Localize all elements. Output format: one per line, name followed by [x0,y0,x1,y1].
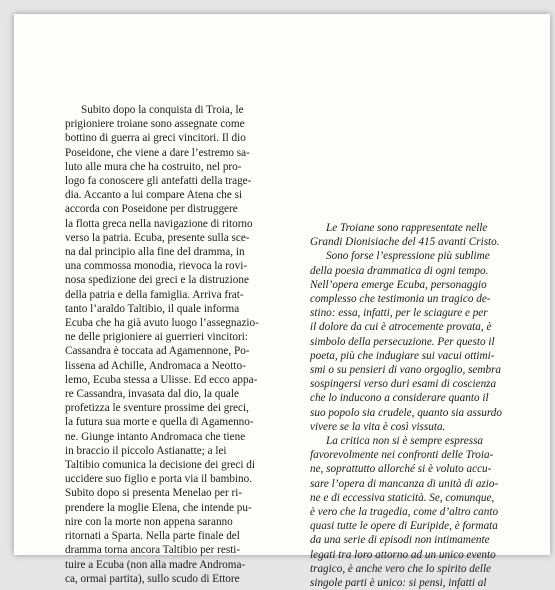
text-line: bottino di guerra ai greci vincitori. Il dio [65,132,246,145]
text-line: dramma torna ancora Taltibio per resti- [65,544,241,557]
text-line: prigioniere troiane sono assegnate come [65,118,245,131]
text-line: lissena ad Achille, Andromaca a Neotto- [65,359,246,372]
text-line: legati tra loro attorno ad un unico evento [310,548,496,561]
text-line: la futura sua morte e quella di Agamenno- [65,416,254,429]
text-line: Ecuba che ha già avuto luogo l’assegnazio- [65,317,259,330]
text-line: Sono forse l’espressione più sublime [326,250,490,263]
text-line: Subito dopo la conquista di Troia, le [81,104,244,116]
text-line: nosa spedizione dei greci e la distruzione [65,274,249,287]
text-line: il dolore da cui è atrocemente provata, è [310,321,492,334]
text-line: smi o su pensieri di vano orgoglio, sembra [310,364,502,377]
text-line: profetizza le sventure prossime dei greci, [65,402,249,415]
text-line: ne, soprattutto allorché si è voluto accu- [310,463,492,476]
text-line: stino: essa, infatti, per le sciagure e per [310,307,488,320]
text-line: prendere la moglie Elena, che intende pu- [65,501,252,514]
text-line: lemo, Ecuba stessa a Ulisse. Ed ecco appa- [65,373,258,386]
text-line: Poseidone, che viene a dare l’estremo sa- [65,146,250,159]
text-line: Nell’opera emerge Ecuba, personaggio [310,278,487,291]
text-line: singole parti è unico: si pensi, infatti al [310,577,487,590]
text-line: verso la patria. Ecuba, presente sulla sce- [65,231,250,244]
text-line: simbolo della persecuzione. Per questo il [310,335,495,348]
text-line: tanto l’araldo Taltibio, il quale informa [65,302,240,315]
text-line: tragico, è anche vero che lo spirito delle [310,562,492,575]
text-line: logo fa conoscere gli antefatti della trage- [65,175,252,188]
text-line: Le Troiane sono rappresentate nelle [326,222,488,234]
text-line: che lo inducono a considerare quanto il [310,392,489,405]
text-line: sare l’opera di mancanza di unità di azio- [310,477,499,490]
text-line: è vero che la tragedia, come d’altro canto [310,506,499,519]
text-line: della poesia drammatica di ogni tempo. [310,264,489,277]
text-line: ne e di eccessiva staticità. Se, comunque, [310,491,495,504]
text-line: suo popolo sia crudele, quanto sia assurdo [310,406,502,419]
text-line: da una serie di episodi non intimamente [310,534,490,547]
text-line: luto alle mura che ha costruito, nel pro- [65,160,242,173]
text-line: vivere se la vita è così vissuta. [310,420,446,433]
text-line: della patria e della famiglia. Arriva frat- [65,288,244,301]
plot-summary-column [65,103,259,586]
text-line: ne. Giunge intanto Andromaca che tiene [65,430,246,443]
text-line: na dal principio alla fine del dramma, in [65,246,245,259]
text-line: accorda con Poseidone per distruggere [65,203,238,216]
text-line: la flotta greca nella navigazione di ritorno [65,217,253,230]
book-page [14,14,550,590]
text-line: ca, ormai partita), sullo scudo di Ettore [65,572,240,585]
text-line: Cassandra è toccata ad Agamennone, Po- [65,345,250,358]
text-line: nire con la morte non appena saranno [65,515,233,528]
text-line: sospingersi verso duri esami di coscienza [310,378,497,391]
text-line: favorevolmente nei confronti delle Troia- [310,449,494,462]
text-line: complesso che testimonia un tragico de- [310,293,491,306]
text-line: uccidere suo figlio e porta via il bambino. [65,473,253,486]
text-line: tuire a Ecuba (non alla madre Androma- [65,558,246,571]
commentary-column [310,221,502,590]
text-line: poeta, più che indugiare sui vacui ottimi- [310,349,495,362]
text-line: dia. Accanto a lui compare Atena che si [65,189,243,202]
text-line: La critica non si è sempre espressa [326,435,484,448]
text-line: una commossa monodia, rievoca la rovi- [65,260,248,273]
text-line: in braccio il piccolo Astianatte; a lei [65,444,227,457]
text-line: Grandi Dionisiache del 415 avanti Cristo. [310,236,500,249]
text-line: quasi tutte le opere di Euripide, è formata [310,520,498,533]
text-line: ritornati a Sparta. Nella parte finale del [65,530,240,543]
text-line: Subito dopo si presenta Menelao per ri- [65,487,243,500]
text-line: Taltibio comunica la decisione dei greci di [65,459,255,472]
text-line: ne delle prigioniere ai guerrieri vincitori: [65,331,248,344]
text-line: re Cassandra, invasata dal dio, la quale [65,388,239,401]
